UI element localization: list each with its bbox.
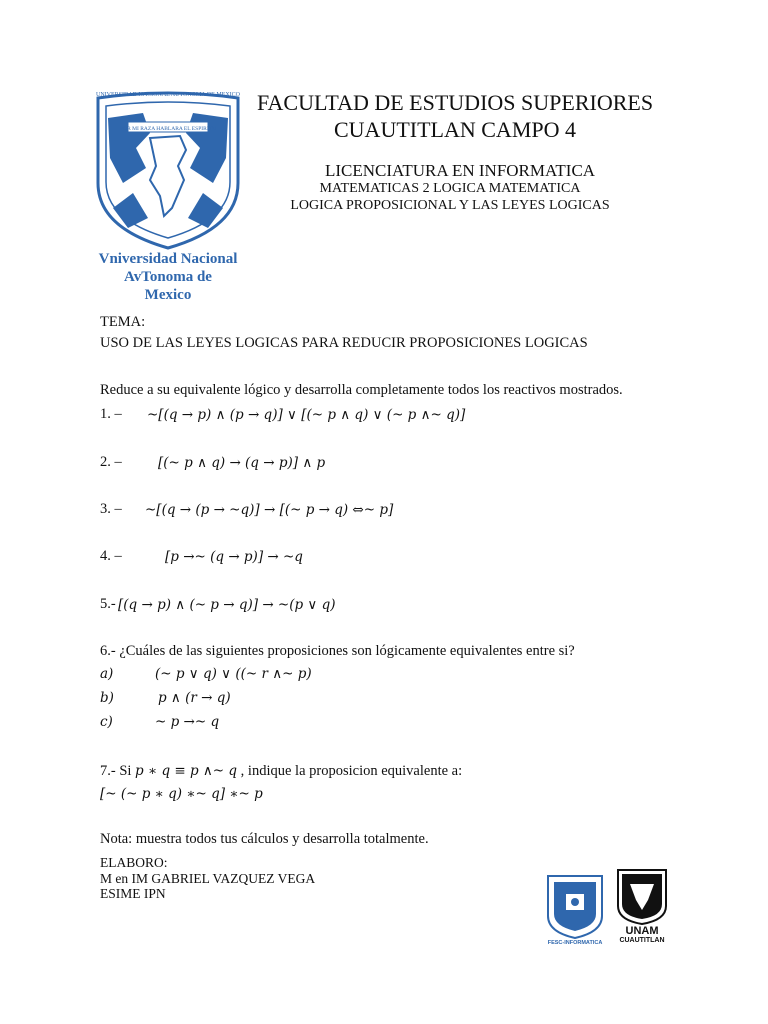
exercise-3-number: 3. – — [100, 501, 122, 517]
exercise-3-expression: ~[(q → (p → ~q)] → [(~ p → q) ⇔~ p] — [145, 502, 394, 518]
question-7-line — [100, 763, 462, 780]
institution-line1: FACULTAD DE ESTUDIOS SUPERIORES — [256, 90, 654, 115]
option-b-expression: p ∧ (r → q) — [158, 690, 231, 706]
logo-ring-text: UNIVERSIDAD NACIONAL AUTONOMA DE MEXICO — [96, 92, 240, 98]
logo-caption-1: Vniversidad Nacional — [98, 251, 238, 267]
exercise-5-number: 5.- — [100, 596, 116, 612]
unam-cuautitlan-logo — [612, 866, 672, 944]
author-label: ELABORO: — [100, 855, 168, 870]
option-c-expression: ~ p →~ q — [155, 714, 220, 730]
note-text: Nota: muestra todos tus cálculos y desarrolla totalmente. — [100, 831, 429, 847]
instructions-text: Reduce a su equivalente lógico y desarrolla completamente todos los reactivos mostrados. — [100, 382, 623, 398]
option-b-letter: b) — [100, 690, 114, 706]
program-title: LICENCIATURA EN INFORMATICA — [324, 161, 596, 180]
question-7-definition: p ∗ q ≡ p ∧~ q — [135, 763, 238, 779]
exercise-1-expression: ~[(q → p) ∧ (p → q)] ∨ [(~ p ∧ q) ∨ (~ p ∧~ q)] — [147, 407, 466, 423]
option-a-letter: a) — [100, 666, 114, 682]
unam-logo-subtitle: CUAUTITLAN — [619, 937, 665, 944]
unam-logo-title: UNAM — [625, 925, 659, 937]
exercise-4-expression: [p →~ (q → p)] → ~q — [165, 549, 303, 565]
fesc-caption: FESC-INFORMATICA — [547, 940, 603, 946]
author-affiliation: ESIME IPN — [100, 886, 166, 901]
logo-caption-2: AvTonoma de — [124, 269, 212, 285]
question-7-prefix: 7.- Si — [100, 763, 132, 779]
question-7-suffix: , indique la proposicion equivalente a: — [240, 763, 463, 779]
exercise-4-number: 4. – — [100, 548, 122, 564]
exercise-2-number: 2. – — [100, 454, 122, 470]
exercise-5-expression: [(q → p) ∧ (~ p → q)] → ~(p ∨ q) — [118, 597, 336, 613]
question-6-prompt: 6.- ¿Cuáles de las siguientes proposiciones son lógicamente equivalentes entre si? — [100, 643, 575, 659]
topic-title: USO DE LAS LEYES LOGICAS PARA REDUCIR PROPOSICIONES LOGICAS — [100, 335, 588, 351]
course-title: MATEMATICAS 2 LOGICA MATEMATICA — [319, 181, 581, 196]
logo-caption-3: Mexico — [144, 287, 192, 303]
exercise-1-number: 1. – — [100, 406, 122, 422]
fesc-informatica-logo — [544, 872, 606, 946]
option-c-letter: c) — [100, 714, 113, 730]
logo-motto: POR MI RAZA HABLARA EL ESPIRITU — [120, 126, 216, 132]
topic-label: TEMA: — [100, 314, 146, 330]
question-7-expression: [~ (~ p ∗ q) ∗~ q] ∗~ p — [100, 786, 263, 802]
option-a-expression: (~ p ∨ q) ∨ ((~ r ∧~ p) — [155, 666, 312, 682]
exercise-2-expression: [(~ p ∧ q) → (q → p)] ∧ p — [158, 455, 326, 471]
author-name: M en IM GABRIEL VAZQUEZ VEGA — [100, 871, 316, 886]
unit-title: LOGICA PROPOSICIONAL Y LAS LEYES LOGICAS — [290, 198, 610, 213]
institution-line2: CUAUTITLAN CAMPO 4 — [334, 117, 576, 142]
unam-crest-logo — [88, 88, 248, 303]
